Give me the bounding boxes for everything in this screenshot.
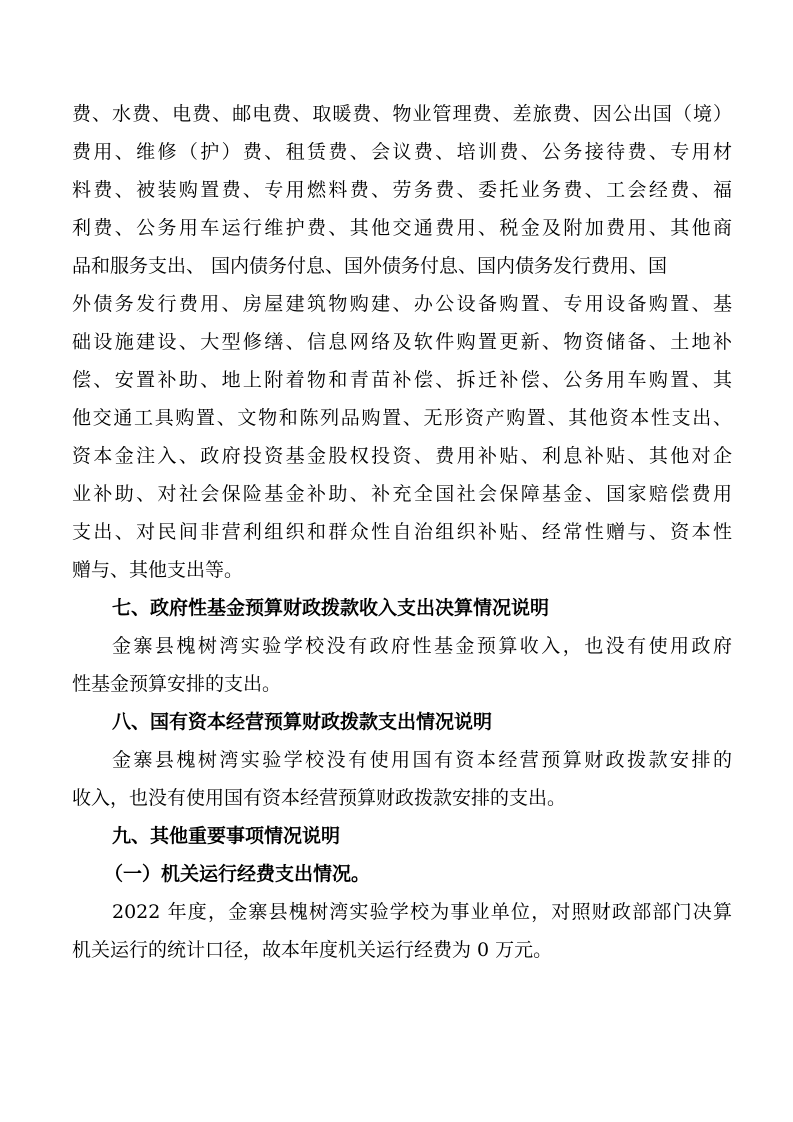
paragraph-line: 金寨县槐树湾实验学校没有政府性基金预算收入，也没有使用政府: [112, 635, 732, 657]
paragraph-line: 资本金注入、政府投资基金股权投资、费用补贴、利息补贴、其他对企: [72, 445, 732, 467]
paragraph-line: 外债务发行费用、房屋建筑物购建、办公设备购置、专用设备购置、基: [72, 293, 732, 315]
paragraph-line: 2022 年度，金寨县槐树湾实验学校为事业单位，对照财政部部门决算: [112, 901, 732, 923]
paragraph-line: 金寨县槐树湾实验学校没有使用国有资本经营预算财政拨款安排的: [112, 749, 732, 771]
paragraph-line: 偿、安置补助、地上附着物和青苗补偿、拆迁补偿、公务用车购置、其: [72, 369, 732, 391]
subsection-heading-1: （一）机关运行经费支出情况。: [104, 863, 371, 885]
paragraph-line: 他交通工具购置、文物和陈列品购置、无形资产购置、其他资本性支出、: [72, 407, 732, 429]
paragraph-line: 赠与、其他支出等。: [72, 559, 244, 581]
section-7-paragraph: [72, 627, 732, 703]
paragraph-line: 收入，也没有使用国有资本经营预算财政拨款安排的支出。: [72, 787, 567, 809]
paragraph-line: 费用、维修（护）费、租赁费、会议费、培训费、公务接待费、专用材: [72, 141, 732, 163]
paragraph-line: 费、水费、电费、邮电费、取暖费、物业管理费、差旅费、因公出国（境）: [72, 103, 732, 125]
paragraph-line: 础设施建设、大型修缮、信息网络及软件购置更新、物资储备、土地补: [72, 331, 732, 353]
document-body: [72, 95, 732, 969]
paragraph-line: 品和服务支出、 国内债务付息、国外债务付息、国内债务发行费用、国: [72, 255, 668, 277]
paragraph-line: 性基金预算安排的支出。: [72, 673, 282, 695]
paragraph-line: 支出、对民间非营利组织和群众性自治组织补贴、经常性赠与、资本性: [72, 521, 732, 543]
expense-list-paragraph: [72, 95, 732, 589]
section-heading-7: 七、政府性基金预算财政拨款收入支出决算情况说明: [112, 597, 550, 619]
paragraph-line: 机关运行的统计口径，故本年度机关运行经费为 0 万元。: [72, 939, 553, 961]
paragraph-line: 料费、被装购置费、专用燃料费、劳务费、委托业务费、工会经费、福: [72, 179, 732, 201]
section-8-paragraph: [72, 741, 732, 817]
section-heading-8: 八、国有资本经营预算财政拨款支出情况说明: [112, 711, 493, 733]
paragraph-line: 利费、公务用车运行维护费、其他交通费用、税金及附加费用、其他商: [72, 217, 732, 239]
subsection-1-paragraph: [72, 893, 732, 969]
section-heading-9: 九、其他重要事项情况说明: [112, 825, 341, 847]
paragraph-line: 业补助、对社会保险基金补助、补充全国社会保障基金、国家赔偿费用: [72, 483, 732, 505]
